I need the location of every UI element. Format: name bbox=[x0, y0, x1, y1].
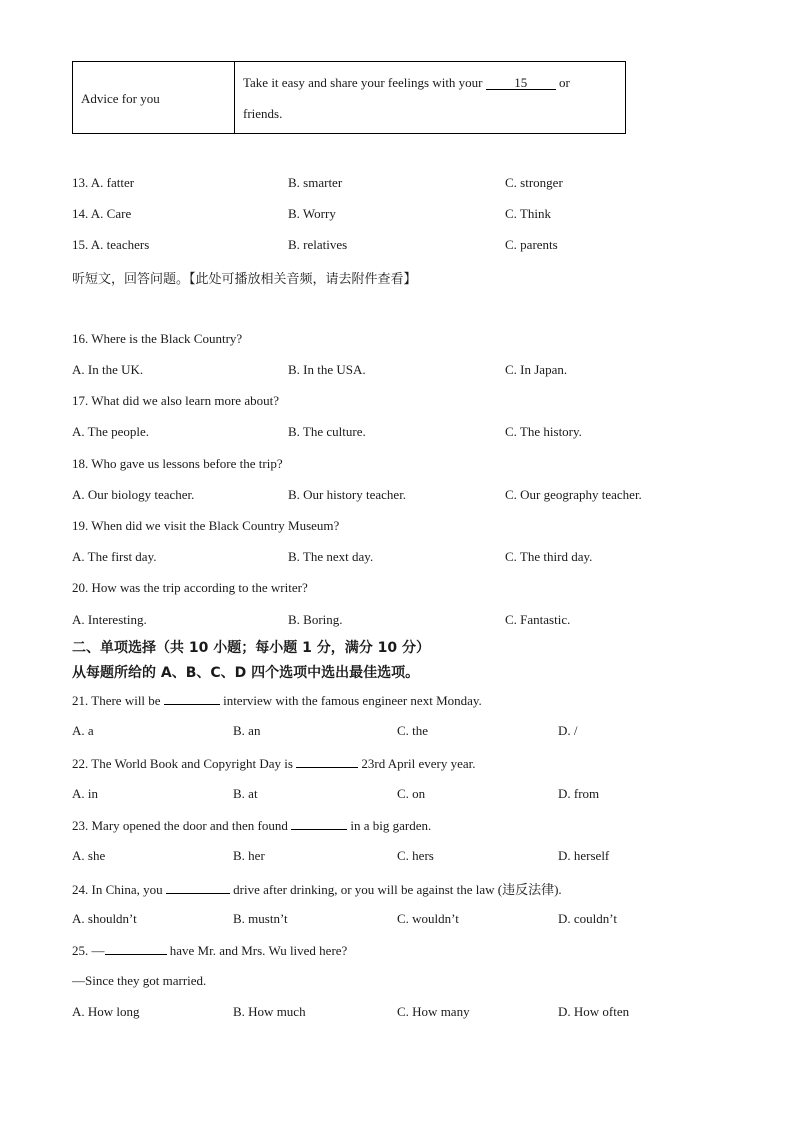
q17-option-b: B. The culture. bbox=[288, 424, 366, 439]
q16-stem: 16. Where is the Black Country? bbox=[72, 331, 243, 346]
q20-stem: 20. How was the trip according to the writer? bbox=[72, 580, 308, 595]
q25-option-a: A. How long bbox=[72, 1004, 140, 1019]
section2-instruction: 从每题所给的 A、B、C、D 四个选项中选出最佳选项。 bbox=[72, 665, 420, 681]
q17-option-a: A. The people. bbox=[72, 424, 150, 439]
q18-stem: 18. Who gave us lessons before the trip? bbox=[72, 456, 283, 471]
q15-option-c: C. parents bbox=[505, 237, 558, 252]
advice-text-line2: friends. bbox=[243, 106, 283, 121]
q22-stem: 22. The World Book and Copyright Day is 23rd April every year. bbox=[72, 756, 476, 771]
q19-option-a: A. The first day. bbox=[72, 549, 157, 564]
advice-text-line1: Take it easy and share your feelings with your 15 or bbox=[243, 75, 570, 90]
q14-option-b: B. Worry bbox=[288, 206, 336, 221]
q20-option-c: C. Fantastic. bbox=[505, 612, 571, 627]
q24-option-b: B. mustn’t bbox=[233, 911, 288, 926]
q24-stem: 24. In China, you drive after drinking, or you will be against the law (违反法律). bbox=[72, 882, 562, 897]
q21-option-a: A. a bbox=[72, 723, 94, 738]
advice-label-cell bbox=[73, 62, 235, 133]
q24-option-d: D. couldn’t bbox=[558, 911, 617, 926]
q21-stem: 21. There will be interview with the famous engineer next Monday. bbox=[72, 693, 482, 708]
q23-option-b: B. her bbox=[233, 848, 265, 863]
q13-option-c: C. stronger bbox=[505, 175, 563, 190]
q14-option-a: 14. A. Care bbox=[72, 206, 132, 221]
q13-option-b: B. smarter bbox=[288, 175, 343, 190]
q13-option-a: 13. A. fatter bbox=[72, 175, 135, 190]
q25-stem: 25. — have Mr. and Mrs. Wu lived here? bbox=[72, 943, 348, 958]
q19-option-c: C. The third day. bbox=[505, 549, 593, 564]
answer-blank bbox=[164, 692, 220, 705]
q20-option-b: B. Boring. bbox=[288, 612, 343, 627]
q21-option-b: B. an bbox=[233, 723, 261, 738]
advice-table bbox=[72, 61, 626, 134]
q22-option-c: C. on bbox=[397, 786, 426, 801]
q19-stem: 19. When did we visit the Black Country Museum? bbox=[72, 518, 340, 533]
q17-stem: 17. What did we also learn more about? bbox=[72, 393, 279, 408]
q23-option-d: D. herself bbox=[558, 848, 610, 863]
answer-blank bbox=[166, 881, 230, 894]
q16-option-c: C. In Japan. bbox=[505, 362, 568, 377]
q16-option-b: B. In the USA. bbox=[288, 362, 366, 377]
q19-option-b: B. The next day. bbox=[288, 549, 374, 564]
q25-reply: —Since they got married. bbox=[72, 973, 207, 988]
q18-option-b: B. Our history teacher. bbox=[288, 487, 407, 502]
q15-option-b: B. relatives bbox=[288, 237, 348, 252]
q15-option-a: 15. A. teachers bbox=[72, 237, 150, 252]
q25-option-d: D. How often bbox=[558, 1004, 630, 1019]
q22-option-b: B. at bbox=[233, 786, 258, 801]
q14-option-c: C. Think bbox=[505, 206, 551, 221]
q23-stem: 23. Mary opened the door and then found in a big garden. bbox=[72, 818, 432, 833]
q23-option-a: A. she bbox=[72, 848, 106, 863]
q24-option-a: A. shouldn’t bbox=[72, 911, 137, 926]
q24-option-c: C. wouldn’t bbox=[397, 911, 459, 926]
section2-title: 二、单项选择（共 10 小题；每小题 1 分，满分 10 分） bbox=[72, 640, 430, 656]
q20-option-a: A. Interesting. bbox=[72, 612, 147, 627]
q22-option-d: D. from bbox=[558, 786, 600, 801]
q16-option-a: A. In the UK. bbox=[72, 362, 144, 377]
q21-option-c: C. the bbox=[397, 723, 429, 738]
listening-instruction: 听短文，回答问题。【此处可播放相关音频，请去附件查看】 bbox=[72, 272, 417, 287]
q23-option-c: C. hers bbox=[397, 848, 434, 863]
q22-option-a: A. in bbox=[72, 786, 98, 801]
q17-option-c: C. The history. bbox=[505, 424, 582, 439]
blank-15: 15 bbox=[486, 76, 556, 90]
answer-blank bbox=[291, 817, 347, 830]
q25-option-c: C. How many bbox=[397, 1004, 470, 1019]
answer-blank bbox=[296, 755, 358, 768]
advice-label: Advice for you bbox=[81, 91, 160, 106]
q18-option-c: C. Our geography teacher. bbox=[505, 487, 642, 502]
q25-option-b: B. How much bbox=[233, 1004, 306, 1019]
q18-option-a: A. Our biology teacher. bbox=[72, 487, 195, 502]
answer-blank bbox=[105, 942, 167, 955]
q21-option-d: D. / bbox=[558, 723, 578, 738]
